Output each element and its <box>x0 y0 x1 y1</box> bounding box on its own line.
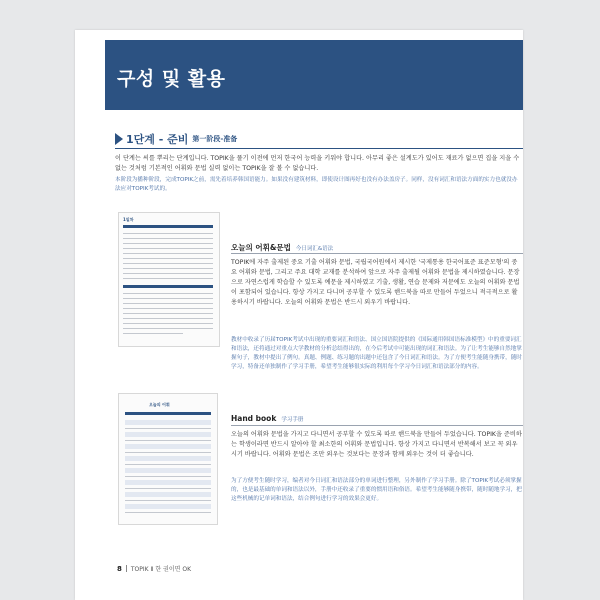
step-subtitle: 第一阶段-准备 <box>192 135 238 143</box>
document-page <box>75 30 523 600</box>
handbook-page-thumbnail <box>118 393 218 525</box>
section-title: Hand book <box>231 414 277 423</box>
section-subtitle: 学习手册 <box>281 417 304 423</box>
section-divider <box>231 425 523 426</box>
vocabulary-page-thumbnail <box>118 212 220 347</box>
page-footer <box>117 564 191 573</box>
thumbnail-heading: 오늘의 어휘 <box>149 402 170 407</box>
step-divider <box>115 148 523 149</box>
triangle-marker-icon <box>115 133 123 145</box>
section-body-chinese: 教材中收录了历届TOPIK考试中出现的重要词汇和语法、国立国语院提供的《国际通用韩国语标准模型》中的重要词汇和语法，还将通过对重点大学教材的分析总结得出的，在今后考试中可能出现的词汇和语法。为了让考生能够自然地掌握句子，教材中提出了例句。真题、例题、练习题的出题中还包含了今日词汇和语法。为了方便考生能随身携带，随时学习，特备还单独制作了学习手册，希望考生能够很实际的利用每个学习今日词汇和语法部分的内容。 <box>231 337 522 370</box>
step-title: 1단계 - 준비 <box>126 133 189 146</box>
step-intro-chinese: 本阶段为播种阶段，完成TOPIK之前，需先着培养韩国语能力。如果没有建筑材料，即使设计图再好也没有办法盖房子。同样，没有词汇和语法方面的实力也就没办法应对TOPIK考试的。 <box>115 177 518 192</box>
section-body-korean: TOPIK에 자주 출제된 중요 기출 어휘와 문법, 국립국어원에서 제시한 '국제통용 한국어표준 표준모형'의 중요 어휘와 문법, 그리고 주요 대학 교재를 분석하여 앞으로 자주 출제될 어휘와 문법을 제시하였습니다. 문장으로 자연스럽게 학습할 수 있도록 예문을 제시하였고 기출, 생활, 연습 문제와 저문에도 오늘의 어휘와 문법이 포함되어 있습니다. 항상 가지고 다니며 공부할 수 있도록 핸드북을 따로 만들어 두었으니 적극적으로 활용하시기 바랍니다. 오늘의 어휘와 문법은 반드시 외우기 바랍니다. <box>231 259 520 306</box>
section-heading-vocabulary <box>231 242 333 253</box>
book-title: TOPIK Ⅱ 한 권이면 OK <box>130 566 192 573</box>
step-heading <box>115 130 237 148</box>
footer-separator <box>126 565 127 572</box>
section-heading-handbook <box>231 414 303 423</box>
title-banner <box>105 40 523 110</box>
section-body-chinese: 为了方便考生随时学习，编者对今日词汇和语法部分的单词进行整理，另外制作了学习手册。除了TOPIK考试必须掌握的，也是最基础的单词和语法以外，手册中还收录了重要的惯用语和俗语。希望考生能够随身携带，随时随地学习，把这些机械的记单词和语法，结合例句进行学习的效果会更好。 <box>231 478 522 502</box>
section-body-korean: 오늘의 어휘와 문법을 가지고 다니면서 공부할 수 있도록 따로 핸드북을 만들어 두었습니다. TOPIK을 준비하는 학생이라면 반드시 알아야 할 최소한의 어휘와 문법입니다. 항상 가지고 다니면서 반복해서 보고 꼭 외우시기 바랍니다. 어휘와 문법은 조만 외우는 것보다는 문장과 함께 외우는 것이 더 좋습니다. <box>231 431 522 458</box>
page-title: 구성 및 활용 <box>117 68 226 90</box>
section-subtitle: 今日词汇&语法 <box>295 246 334 252</box>
section-title: 오늘의 어휘&문법 <box>231 243 291 252</box>
step-intro-korean: 이 단계는 씨를 뿌리는 단계입니다. TOPIK을 풀기 이전에 먼저 한국어 능력을 키워야 합니다. 아무리 좋은 설계도가 있어도 재료가 없으면 집을 지을 수 없는 것처럼 기본적인 어휘와 문법 실력 없이는 TOPIK을 잘 볼 수 없습니다. <box>115 155 520 172</box>
section-divider <box>231 253 523 254</box>
thumbnail-heading: 1일차 <box>123 217 134 222</box>
page-number: 8 <box>117 564 122 573</box>
